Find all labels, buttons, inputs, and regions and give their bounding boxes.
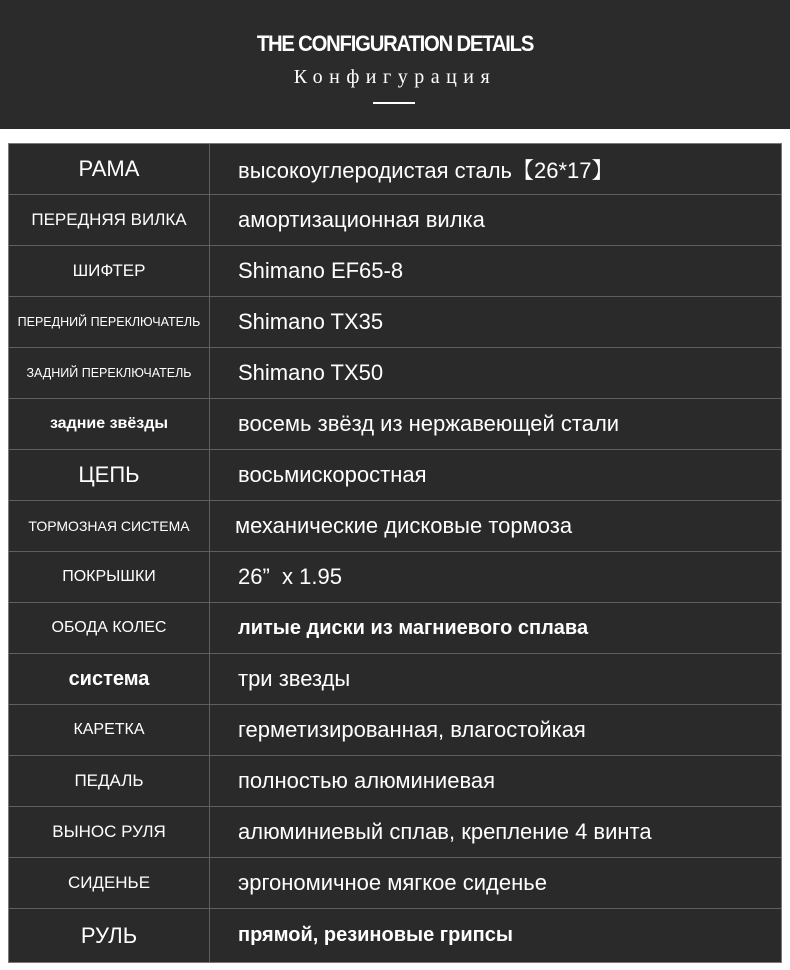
spec-value: эргономичное мягкое сиденье xyxy=(238,870,547,895)
spec-value: три звезды xyxy=(238,666,351,691)
spec-label: ЗАДНИЙ ПЕРЕКЛЮЧАТЕЛЬ xyxy=(26,366,192,380)
spec-label: КАРЕТКА xyxy=(73,721,145,738)
spec-row-saddle xyxy=(9,858,781,909)
spec-label: РАМА xyxy=(78,156,140,181)
spec-value: восьмискоростная xyxy=(238,462,427,487)
spec-label: ПЕДАЛЬ xyxy=(74,771,144,790)
column-divider xyxy=(209,603,210,653)
spec-label: СИДЕНЬЕ xyxy=(67,873,151,892)
column-divider xyxy=(209,450,210,500)
spec-row-front-derailleur xyxy=(9,297,781,348)
spec-row-crankset xyxy=(9,654,781,705)
spec-table xyxy=(8,143,782,963)
spec-value: механические дисковые тормоза xyxy=(235,513,573,538)
spec-value: герметизированная, влагостойкая xyxy=(238,717,586,742)
column-divider xyxy=(209,705,210,755)
column-divider xyxy=(209,501,210,551)
spec-value: Shimano TX35 xyxy=(238,309,384,334)
column-divider xyxy=(209,909,210,962)
spec-row-rear-sprockets xyxy=(9,399,781,450)
spec-row-front-fork xyxy=(9,195,781,246)
title-underline xyxy=(373,102,415,104)
spec-value: Shimano TX50 xyxy=(238,360,384,385)
spec-value: восемь звёзд из нержавеющей стали xyxy=(238,411,620,436)
spec-row-brake-system xyxy=(9,501,781,552)
spec-value: высокоуглеродистая сталь【26*17】 xyxy=(238,157,614,183)
column-divider xyxy=(209,399,210,449)
spec-row-pedal xyxy=(9,756,781,807)
spec-value: литые диски из магниевого сплава xyxy=(238,616,589,639)
page-title: THE CONFIGURATION DETAILS xyxy=(256,31,534,56)
header-banner xyxy=(0,0,790,129)
column-divider xyxy=(209,246,210,296)
column-divider xyxy=(209,348,210,398)
column-divider xyxy=(209,297,210,347)
spec-row-shifter xyxy=(9,246,781,297)
spec-label: ПЕРЕДНЯЯ ВИЛКА xyxy=(31,210,187,229)
spec-label: ВЫНОС РУЛЯ xyxy=(52,822,166,841)
spec-value: полностью алюминиевая xyxy=(238,768,496,793)
spec-label: ЦЕПЬ xyxy=(78,462,140,487)
column-divider xyxy=(209,756,210,806)
spec-row-frame xyxy=(9,144,781,195)
spec-label: ШИФТЕР xyxy=(72,261,146,280)
spec-label: система xyxy=(68,667,150,690)
spec-label: ОБОДА КОЛЕС xyxy=(51,619,167,636)
spec-row-rims xyxy=(9,603,781,654)
spec-value: 26” x 1.95 xyxy=(238,564,342,589)
spec-row-tires xyxy=(9,552,781,603)
page-subtitle: Конфигурация xyxy=(293,66,497,88)
spec-value: Shimano EF65-8 xyxy=(238,258,404,283)
spec-value: амортизационная вилка xyxy=(238,207,485,232)
column-divider xyxy=(209,807,210,857)
spec-label: ПЕРЕДНИЙ ПЕРЕКЛЮЧАТЕЛЬ xyxy=(17,315,201,329)
spec-label: ТОРМОЗНАЯ СИСТЕМА xyxy=(28,518,190,534)
spec-label: ПОКРЫШКИ xyxy=(62,568,156,585)
column-divider xyxy=(209,144,210,194)
spec-value: алюминиевый сплав, крепление 4 винта xyxy=(238,819,652,844)
column-divider xyxy=(209,552,210,602)
column-divider xyxy=(209,195,210,245)
spec-row-chain xyxy=(9,450,781,501)
spec-row-rear-derailleur xyxy=(9,348,781,399)
column-divider xyxy=(209,654,210,704)
spec-row-stem xyxy=(9,807,781,858)
spec-row-bottom-bracket xyxy=(9,705,781,756)
spec-row-handlebar xyxy=(9,909,781,962)
spec-label: задние звёзды xyxy=(49,415,169,432)
spec-value: прямой, резиновые грипсы xyxy=(238,924,513,946)
spec-label: РУЛЬ xyxy=(80,922,138,948)
column-divider xyxy=(209,858,210,908)
